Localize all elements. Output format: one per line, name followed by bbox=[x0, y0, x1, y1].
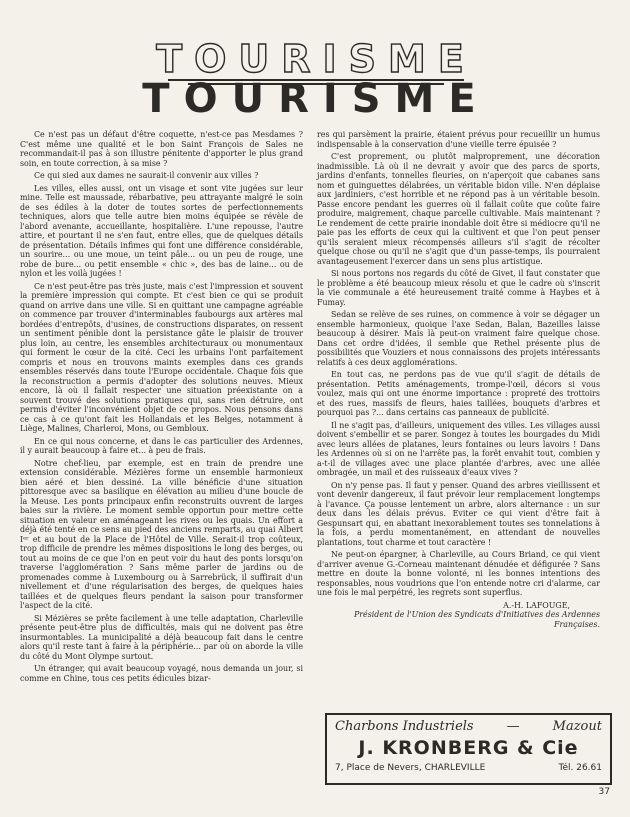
author-signature bbox=[317, 601, 600, 630]
paragraph: En ce qui nous concerne, et dans le cas particulier des Ardennes, il y aurait beaucoup à faire et... à peu de frais. bbox=[20, 436, 303, 455]
paragraph: C'est proprement, ou plutôt malproprement, une décoration inadmissible. Là où il ne devrait y avoir que des parcs de sports, jardins d'enfants, tonnelles fleuries, on n'aperçoit que cabanes sans nom et guinguettes délabrées, un véritable bidon ville. N'en déplaise aux jardiniers, c'est horrible et ne répond pas à un véritable besoin. Passe encore pendant les guerres où il fallait coûte que coûte faire produire, maigrement, chaque parcelle cultivable. Mais maintenant ? Le rendement de cette prairie inondable doit être si médiocre qu'il ne paie pas les efforts de ceux qui la cultivent et que l'on peut penser qu'ils seraient mieux récompensés ailleurs s'il s'agit de récolter quelque chose ou qu'il ne s'agit que d'un passe-temps, ils pourraient avantageusement l'exercer dans un sens plus artistique. bbox=[317, 152, 600, 266]
kronberg-advertisement bbox=[325, 713, 612, 785]
paragraph: Les villes, elles aussi, ont un visage et sont vite jugées sur leur mine. Telle est maussade, rébarbative, peu attrayante malgré le soin de ses édiles à la doter de toutes sortes de perfectionnements techniques, alors que telle autre bien moins équipée se révèle de l'abord avenante, accueillante, hospitalière. L'une repousse, l'autre attire, et pourtant il ne s'en faut, entre elles, que de quelques détails de présentation. Détails infimes qui font une différence considérable, un sourire... ou une moue, un teint pâle... ou un peu de rouge, une robe de bure... ou petit ensemble « chic », des bas de laine... ou de nylon et les voilà jugées ! bbox=[20, 183, 303, 278]
header-title-solid: TOURISME bbox=[142, 76, 490, 120]
ad-tagline-left: Charbons Industriels bbox=[335, 719, 474, 734]
paragraph: Si Mézières se prête facilement à une telle adaptation, Charleville présente peut-être plus de difficultés, mais qui ne doivent pas être insurmontables. La municipalité a déjà beaucoup fait dans le centre alors qu'il reste tant à faire à la périphérie... par où on aborde la ville du côté du Mont Olympe surtout. bbox=[20, 613, 303, 661]
tourisme-logo bbox=[18, 40, 614, 120]
paragraph: Sedan se relève de ses ruines, on commence à voir se dégager un ensemble harmonieux, quoique l'axe Sedan, Balan, Bazeilles laisse beaucoup à désirer. Mais là peut-on vraiment faire quelque chose. Dans cet ordre d'idées, il semble que Rethel présente plus de possibilités que Vouziers et nous connaissons des projets intéressants relatifs à ces deux agglomérations. bbox=[317, 310, 600, 367]
page-number: 37 bbox=[598, 787, 610, 797]
ad-address: 7, Place de Nevers, CHARLEVILLE bbox=[335, 763, 486, 773]
paragraph: On n'y pense pas. Il faut y penser. Quand des arbres vieillissent et vont devenir dangereux, il faut prévoir leur remplacement longtemps à l'avance. Ça pousse lentement un arbre, alors alternance : un sur deux dans les délais prévus. Eviter ce qui vient d'être fait à Gespunsart qui, en abattant inexorablement toutes ses tonnelations à la fois, a perdu momentanément, en attendant de nouvelles plantations, tout charme et tout caractère ! bbox=[317, 480, 600, 547]
paragraph: Ce qui sied aux dames ne saurait-il convenir aux villes ? bbox=[34, 171, 259, 180]
ad-tagline bbox=[335, 719, 602, 734]
article-left-column bbox=[20, 130, 303, 686]
paragraph: res qui parsèment la prairie, étaient prévus pour recueillir un humus indispensable à la conservation d'une vieille terre épuisée ? bbox=[317, 130, 600, 149]
ad-company-name: J. KRONBERG & Cie bbox=[358, 737, 579, 759]
ad-phone: Tél. 26.61 bbox=[558, 763, 602, 773]
paragraph: Ne peut-on épargner, à Charleville, au Cours Briand, ce qui vient d'arriver avenue G.-Corneau maintenant dénudée et défigurée ? Sans mettre en doute la bonne volonté, ni les bonnes intentions des responsables, nous voudrions que l'on entende notre cri d'alarme, car une fois le mal perpétré, les regrets sont superflus. bbox=[317, 550, 600, 597]
paragraph: Ce n'est pas un défaut d'être coquette, n'est-ce pas Mesdames ? C'est même une qualité et le bon Saint François de Sales ne recommandait-il pas à son illustre pénitente d'apporter le plus grand soin, en toute correction, à sa mise ? bbox=[20, 130, 303, 168]
paragraph: En tout cas, ne perdons pas de vue qu'il s'agit de détails de présentation. Petits aménagements, trompe-l'œil, décors si vous voulez, mais qui ont une énorme importance : propreté des trottoirs et des rues, massifs de fleurs, haies taillées, bouquets d'arbres et pourquoi pas ?... dans certains cas panneaux de publicité. bbox=[317, 370, 600, 417]
paragraph: Notre chef-lieu, par exemple, est en train de prendre une extension considérable. Mézières forme un ensemble harmonieux bien aéré et bien dessiné. La ville bénéficie d'une situation pittoresque avec sa basilique en élévation au milieu d'une boucle de la Meuse. Les ponts principaux enfin reconstruits ouvrent de larges baies sur la rivière. Le moment semble opportun pour mettre cette situation en valeur en aménageant les rives ou les quais. Un effort a déjà été tenté en ce sens au pied des anciens remparts, au quai Albert Iᵉʳ et au bout de la Place de l'Hôtel de Ville. Serait-il trop coûteux, trop difficile de prendre les mêmes dispositions le long des berges, ou tout au moins de ce que l'on en peut voir du haut des ponts lorsqu'on traverse l'agglomération ? Sans même parler de jardins ou de promenades comme à Luxembourg ou à Sarrebrück, il suffirait d'un nivellement et d'une régularisation des berges, de quelques haies taillées et de quelques fleurs pendant la saison pour transformer l'aspect de la cité. bbox=[20, 458, 303, 610]
ad-contact bbox=[335, 763, 602, 773]
author-name: A.-H. LAFOUGE, bbox=[503, 600, 570, 610]
tourisme-header bbox=[18, 40, 614, 120]
paragraph: Un étranger, qui avait beaucoup voyagé, nous demanda un jour, si comme en Chine, tous ces petits édicules bizar- bbox=[20, 664, 303, 683]
paragraph: Ce n'est peut-être pas très juste, mais c'est l'impression et souvent la première impression qui compte. Et c'est bien ce qui se produit quand on arrive dans une ville. Si en quittant une campagne agréable on commence par trouver d'interminables faubourgs aux artères mal bordées d'entrepôts, d'usines, de constructions disparates, on ressent un sentiment pénible dont la persistance gâte le plaisir de trouver plus loin, au centre, les ensembles architecturaux ou monumentaux qui forment le cœur de la cité. Ceci les urbains l'ont parfaitement compris et nous en trouvons maints exemples dans ces grands ensembles réservés dans toute l'Europe occidentale. Chaque fois que la reconstruction a permis d'adopter des solutions neuves. Mieux encore, là où il fallait respecter une situation préexistante on a souvent trouvé des solutions pratiques qui, sans rien détruire, ont permis d'éviter l'inconvénient objet de ce propos. Nous pensons dans ce cas à ce qu'ont fait les Hollandais et les Belges, notamment à Liège, Malines, Charleroi, Mons, ou Gembloux. bbox=[20, 281, 303, 433]
header-title-outline: TOURISME bbox=[156, 40, 476, 81]
article-right-column bbox=[317, 130, 600, 629]
paragraph: Il ne s'agit pas, d'ailleurs, uniquement des villes. Les villages aussi doivent s'embellir et se parer. Songez à toutes les bourgades du Midi avec leurs allées de platanes, leurs fontaines ou leurs lavoirs ! Dans les Ardennes où si on ne l'arrête pas, la forêt envahit tout, combien y a-t-il de villages avec une place plantée d'arbres, avec une allée ombragée, un mail et des ruisseaux d'eaux vives ? bbox=[317, 420, 600, 477]
ad-tagline-dash: — bbox=[506, 719, 520, 734]
author-role: Président de l'Union des Syndicats d'Initiatives des Ardennes Françaises. bbox=[353, 610, 600, 629]
ad-tagline-right: Mazout bbox=[552, 719, 602, 734]
paragraph: Si nous portons nos regards du côté de Givet, il faut constater que le problème a été beaucoup mieux résolu et que le cadre où s'inscrit la vie communale a été heureusement traité comme à Haybes et à Fumay. bbox=[317, 269, 600, 307]
